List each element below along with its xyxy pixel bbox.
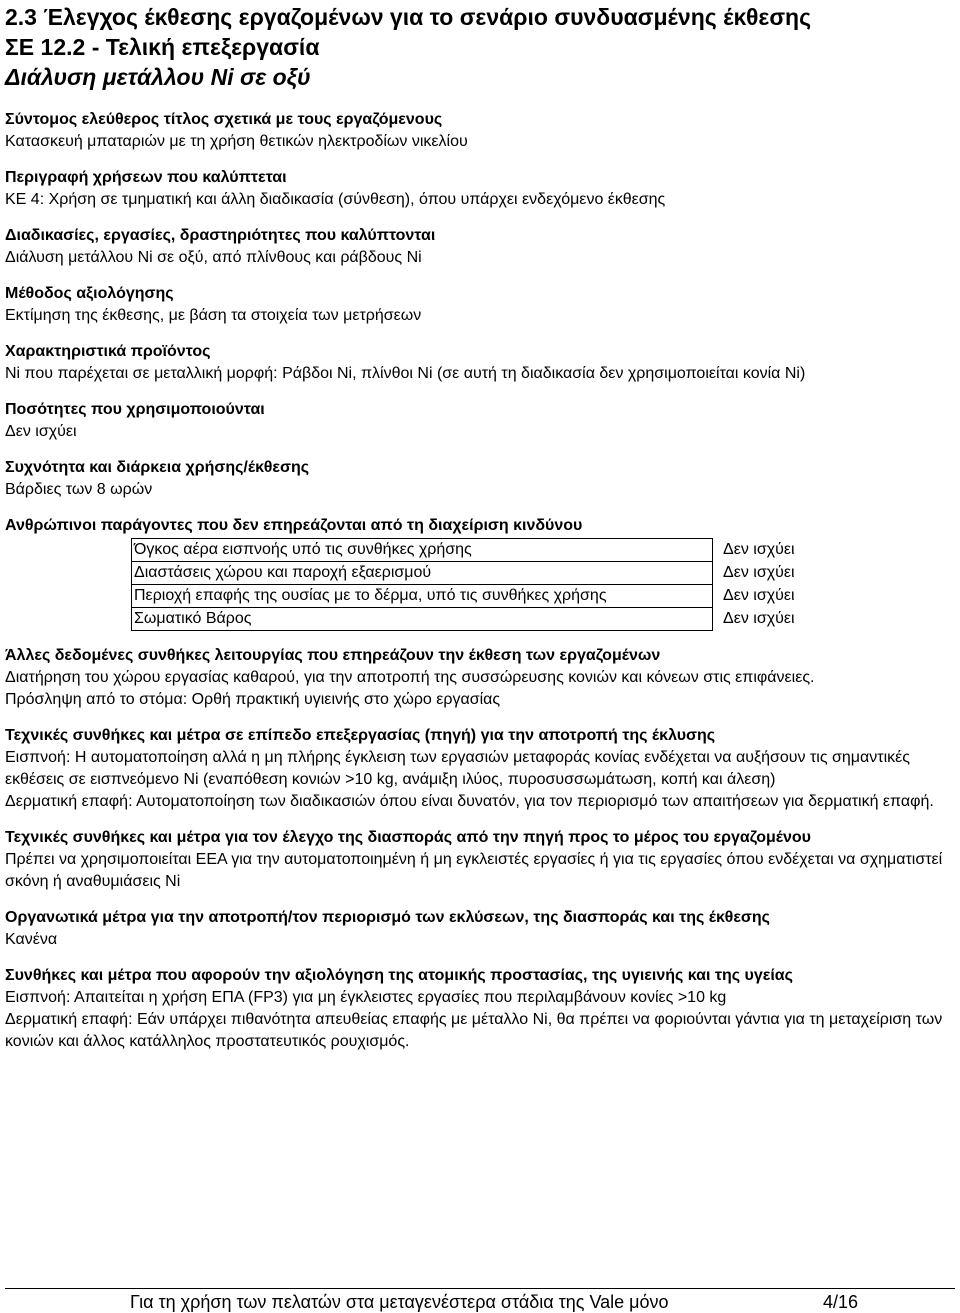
section-text: Διάλυση μετάλλου Ni σε οξύ, από πλίνθους και ράβδους Ni: [5, 249, 422, 266]
table-row: [132, 608, 798, 631]
factor-name: Διαστάσεις χώρου και παροχή εξαερισμού: [132, 562, 713, 585]
section-heading: Χαρακτηριστικά προϊόντος: [5, 343, 211, 360]
technical-dispersion-section: [5, 827, 955, 893]
section-heading: Περιγραφή χρήσεων που καλύπτεται: [5, 169, 287, 186]
section-heading: Ποσότητες που χρησιμοποιούνται: [5, 401, 265, 418]
section-text: Πρόσληψη από το στόμα: Ορθή πρακτική υγιεινής στο χώρο εργασίας: [5, 691, 501, 708]
section-text: Κατασκευή μπαταριών με τη χρήση θετικών ηλεκτροδίων νικελίου: [5, 133, 468, 150]
section-text: Δερματική επαφή: Αυτοματοποίηση των διαδικασιών όπου είναι δυνατόν, για τον περιορισμό των απαιτήσεων για δερματική επαφή.: [5, 793, 934, 810]
scenario-title: ΣΕ 12.2 - Τελική επεξεργασία: [5, 34, 320, 60]
factor-value: Δεν ισχύει: [723, 540, 795, 558]
section-title: 2.3 Έλεγχος έκθεσης εργαζομένων για το σενάριο συνδυασμένης έκθεσης: [5, 4, 812, 30]
technical-source-section: [5, 725, 955, 813]
section-text: Εκτίμηση της έκθεσης, με βάση τα στοιχεία των μετρήσεων: [5, 307, 422, 324]
section-heading: Διαδικασίες, εργασίες, δραστηριότητες που καλύπτονται: [5, 227, 436, 244]
frequency-section: [5, 457, 955, 501]
section-text: ΚΕ 4: Χρήση σε τμηματική και άλλη διαδικασία (σύνθεση), όπου υπάρχει ενδεχόμενο έκθεσης: [5, 191, 666, 208]
section-text: Εισπνοή: Απαιτείται η χρήση ΕΠΑ (FP3) για μη έγκλειστες εργασίες που περιλαμβάνουν κονίες >10 kg: [5, 989, 727, 1006]
section-text: Κανένα: [5, 931, 58, 948]
section-heading: Μέθοδος αξιολόγησης: [5, 285, 174, 302]
table-row: [132, 539, 798, 562]
section-text: Δεν ισχύει: [5, 423, 77, 440]
section-heading: Σύντομος ελεύθερος τίτλος σχετικά με τους εργαζόμενους: [5, 111, 443, 128]
product-section: [5, 341, 955, 385]
human-factors-table: [131, 538, 798, 631]
factor-value: Δεν ισχύει: [723, 609, 795, 627]
footer-text: Για τη χρήση των πελατών στα μεταγενέστερα στάδια της Vale μόνο: [130, 1292, 669, 1312]
document-header: [5, 2, 955, 92]
factor-name: Σωματικό Βάρος: [132, 608, 713, 631]
processes-section: [5, 225, 955, 269]
section-text: Διατήρηση του χώρου εργασίας καθαρού, για την αποτροπή της συσσώρευσης κονιών και κόνεων στις επιφάνειες.: [5, 669, 815, 686]
table-row: [132, 562, 798, 585]
section-text: Πρέπει να χρησιμοποιείται ΕΕΑ για την αυτοματοποιημένη ή μη εγκλειστές εργασίες ή για τις εργασίες όπου ενδέχεται να σχηματιστεί σκόνη ή αναθυμιάσεις Ni: [5, 851, 943, 890]
factor-name: Όγκος αέρα εισπνοής υπό τις συνθήκες χρήσης: [132, 539, 713, 562]
page-number: 4/16: [823, 1292, 859, 1312]
section-heading: Άλλες δεδομένες συνθήκες λειτουργίας που επηρεάζουν την έκθεση των εργαζομένων: [5, 647, 661, 664]
short-title-section: [5, 109, 955, 153]
factor-value: Δεν ισχύει: [723, 563, 795, 581]
section-heading: Συνθήκες και μέτρα που αφορούν την αξιολόγηση της ατομικής προστασίας, της υγιεινής και της υγείας: [5, 967, 793, 984]
section-heading: Τεχνικές συνθήκες και μέτρα για τον έλεγχο της διασποράς από την πηγή προς το μέρος του εργαζομένου: [5, 829, 811, 846]
section-text: Δερματική επαφή: Εάν υπάρχει πιθανότητα απευθείας επαφής με μέταλλο Ni, θα πρέπει να φοριούνται γάντια για τη μεταχείριση των κονιών και άλλος κατάλληλος προστατευτικός ρουχισμός.: [5, 1011, 943, 1050]
document-page: [5, 0, 955, 1053]
section-text: Βάρδιες των 8 ωρών: [5, 481, 153, 498]
process-title: Διάλυση μετάλλου Ni σε οξύ: [5, 64, 311, 90]
personal-protection-section: [5, 965, 955, 1053]
section-text: Εισπνοή: Η αυτοματοποίηση αλλά η μη πλήρης έγκλειση των εργασιών μεταφοράς κονίας ενδέχεται να αυξήσουν τις σημαντικές εκθέσεις σε εισπνεόμενο Ni (εναπόθεση κονιών >10 kg, ανάμιξη ιλύος, πυροσυσσωμάτωση, κοπή και άλεση): [5, 749, 910, 788]
table-row: [132, 585, 798, 608]
organisational-section: [5, 907, 955, 951]
use-description-section: [5, 167, 955, 211]
human-factors-section: [5, 515, 955, 631]
section-text: Ni που παρέχεται σε μεταλλική μορφή: Ράβδοι Ni, πλίνθοι Ni (σε αυτή τη διαδικασία δεν χρησιμοποιείται κονία Ni): [5, 365, 806, 382]
other-conditions-section: [5, 645, 955, 711]
section-heading: Συχνότητα και διάρκεια χρήσης/έκθεσης: [5, 459, 310, 476]
section-heading: Ανθρώπινοι παράγοντες που δεν επηρεάζονται από τη διαχείριση κινδύνου: [5, 517, 583, 534]
quantities-section: [5, 399, 955, 443]
section-heading: Τεχνικές συνθήκες και μέτρα σε επίπεδο επεξεργασίας (πηγή) για την αποτροπή της έκλυσης: [5, 727, 716, 744]
factor-value: Δεν ισχύει: [723, 586, 795, 604]
method-section: [5, 283, 955, 327]
factor-name: Περιοχή επαφής της ουσίας με το δέρμα, υπό τις συνθήκες χρήσης: [132, 585, 713, 608]
footer-divider: [5, 1288, 955, 1289]
section-heading: Οργανωτικά μέτρα για την αποτροπή/τον περιορισμό των εκλύσεων, της διασποράς και της έκθεσης: [5, 909, 770, 926]
